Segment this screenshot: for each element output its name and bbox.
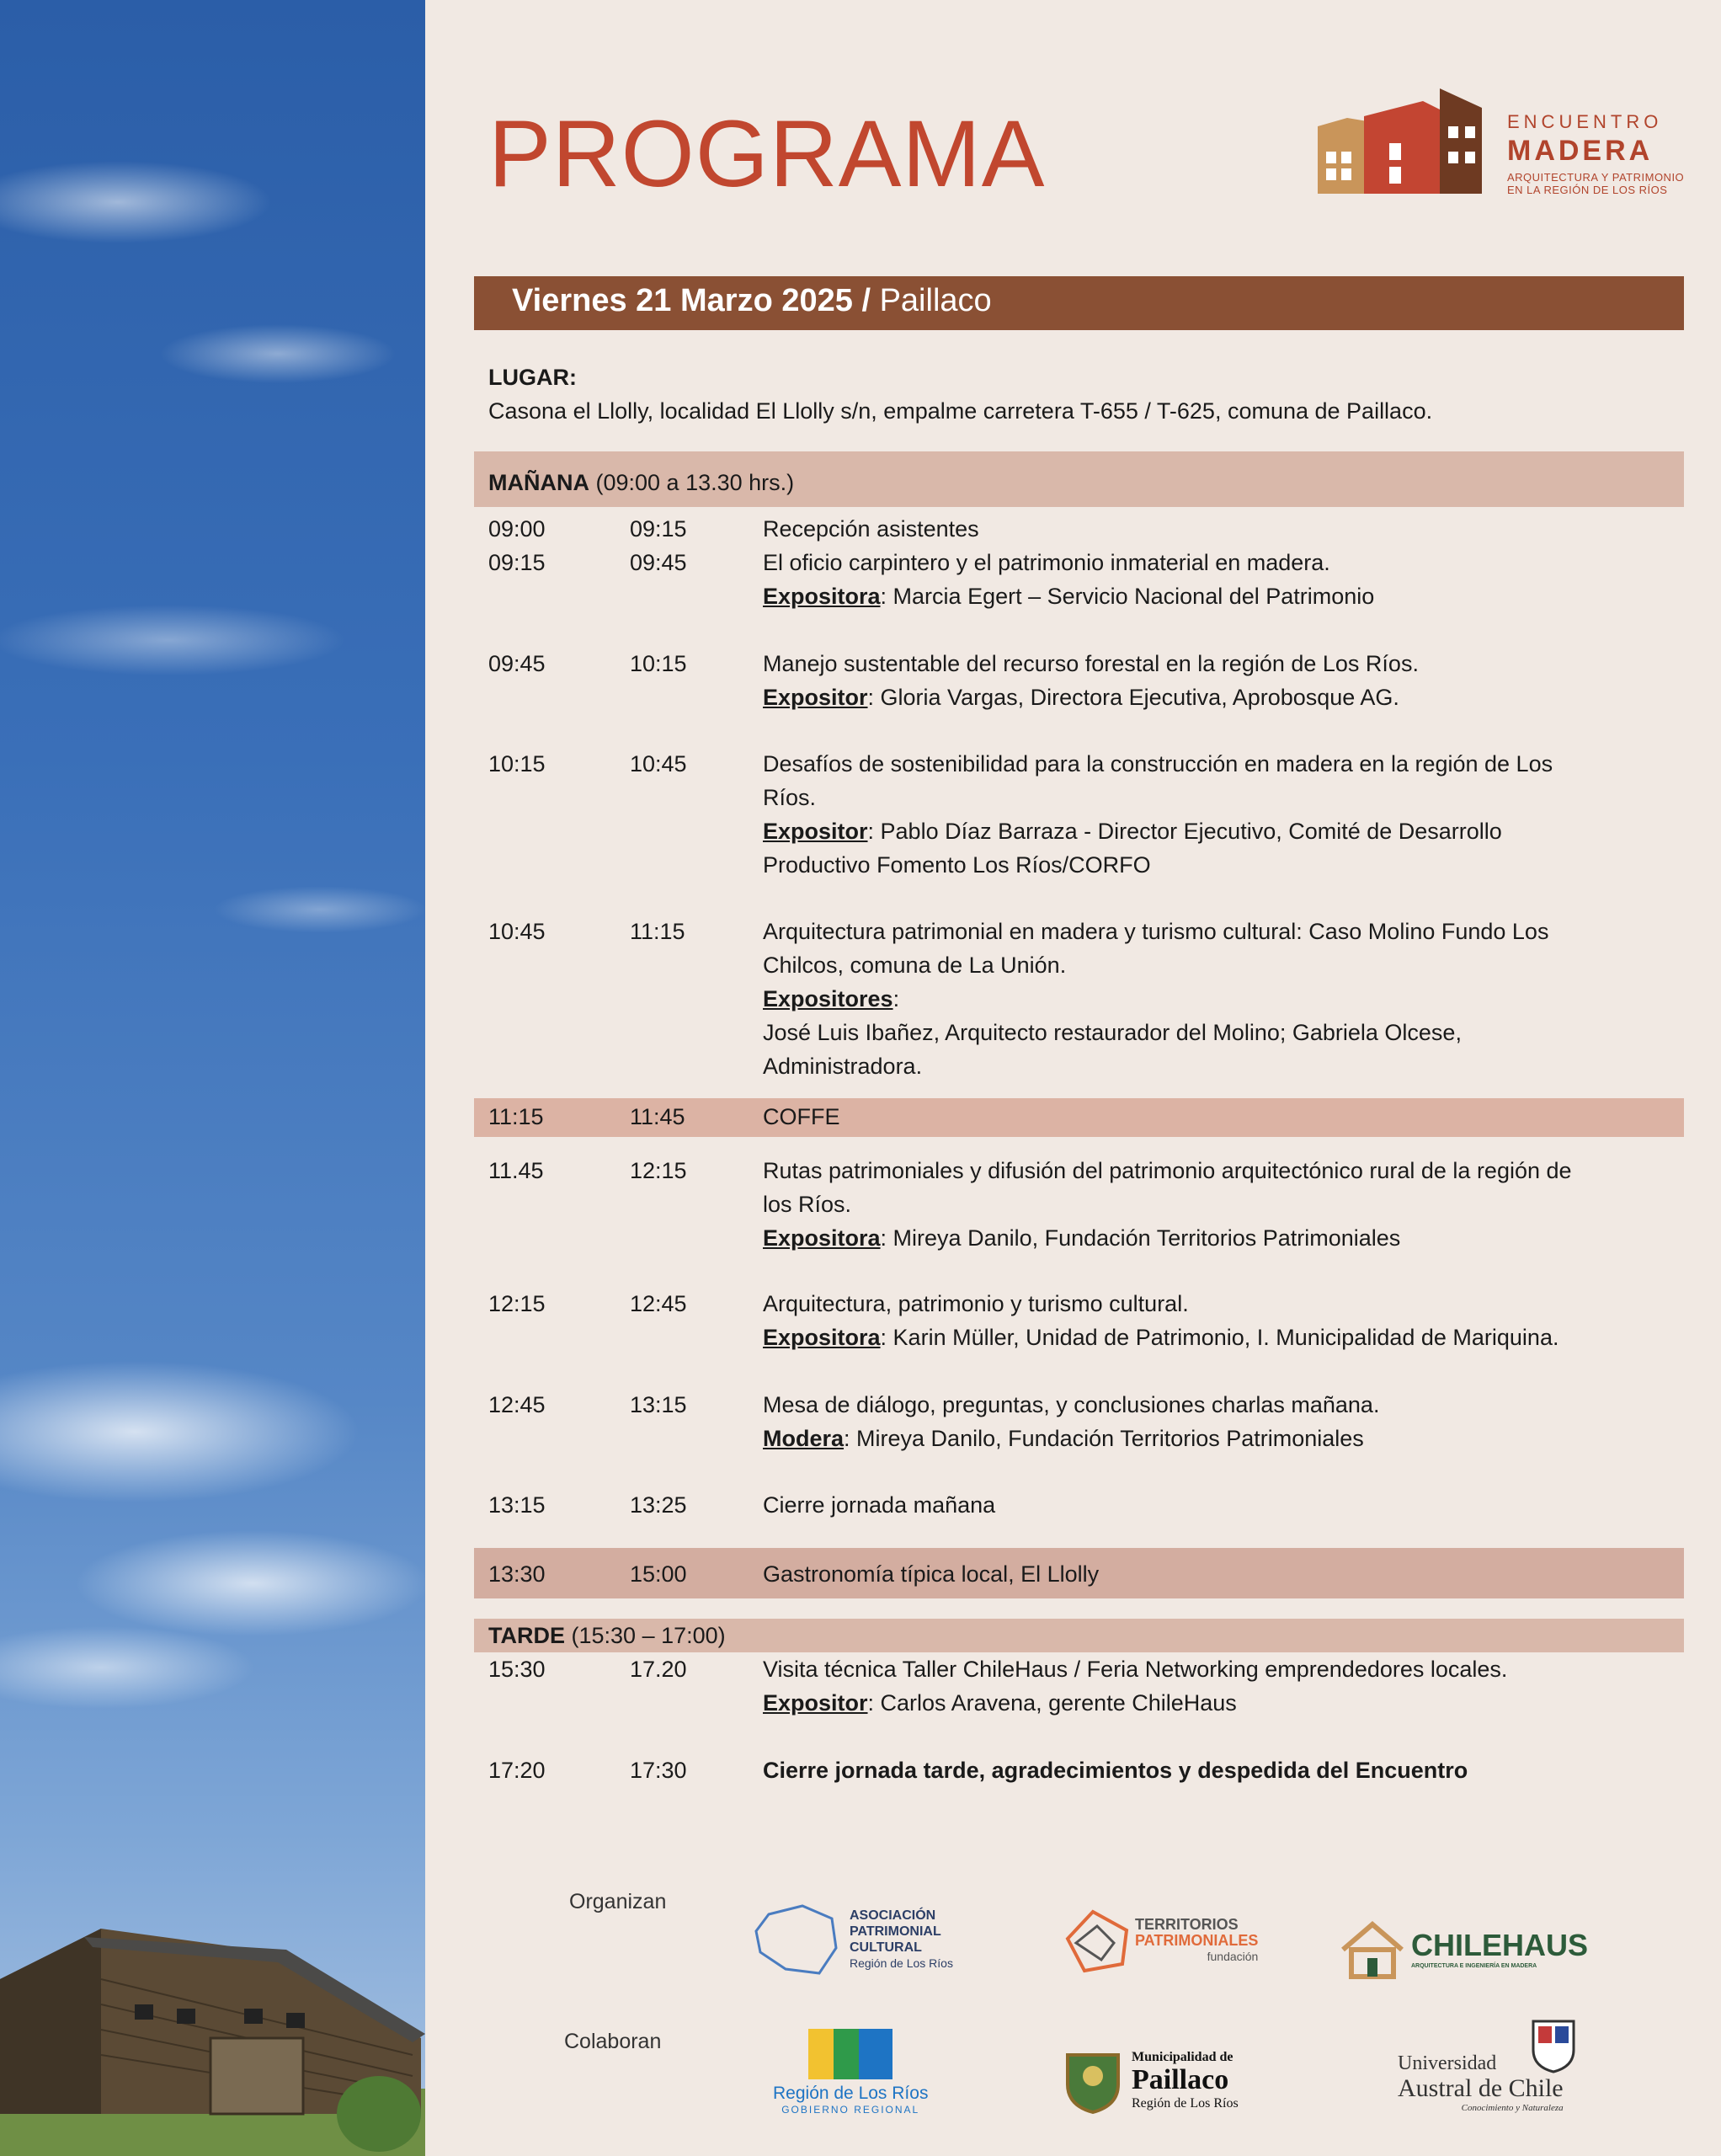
day-place: Paillaco [879,283,992,318]
session-details [763,1287,1672,1354]
speaker-role: Expositora [763,1325,881,1350]
end-time: 17.20 [630,1657,687,1682]
speaker-role: Modera [763,1426,845,1451]
session-title-line: Recepción asistentes [763,516,979,542]
day-date: Viernes 21 Marzo 2025 [512,283,853,318]
start-time: 09:45 [488,651,546,676]
sky-photo [0,0,425,2156]
asociacion-line3: CULTURAL [850,1940,922,1955]
logo-line2: MADERA [1507,135,1654,167]
partner-municipalidad [1059,2047,1239,2114]
partner-gobierno-regional [773,2025,928,2116]
asociacion-line2: PATRIMONIAL [850,1924,941,1939]
uach-line3: Conocimiento y Naturaleza [1461,2103,1564,2113]
end-time: 11:15 [630,919,685,944]
start-time: 12:45 [488,1392,546,1417]
page-title: PROGRAMA [488,101,1046,206]
speaker-line [763,814,1672,848]
start-time: 09:00 [488,516,546,542]
afternoon-label: TARDE [488,1623,565,1648]
afternoon-band [474,1619,1684,1652]
speaker-extra-line: José Luis Ibañez, Arquitecto restaurador del Molino; Gabriela Olcese, [763,1020,1462,1045]
uach-line2: Austral de Chile [1398,2074,1564,2102]
end-time: 09:15 [630,516,687,542]
partner-uach [1398,2021,1577,2114]
day-separator: / [861,283,871,318]
end-time: 10:45 [630,751,687,776]
speaker-name: : Marcia Egert – Servicio Nacional del Patrimonio [880,584,1375,609]
session-details [763,512,1672,546]
session-title-line: los Ríos. [763,1192,852,1217]
speaker-role: Expositor [763,819,868,844]
morning-band [474,451,1684,507]
morning-range: (09:00 a 13.30 hrs.) [595,470,795,495]
venue-label: LUGAR: [488,365,577,390]
speaker-role: Expositora [763,1225,881,1251]
session-title-line: Arquitectura patrimonial en madera y turismo cultural: Caso Molino Fundo Los [763,919,1549,944]
session-title-line: Chilcos, comuna de La Unión. [763,953,1067,978]
gobierno-line2: GOBIERNO REGIONAL [781,2104,920,2116]
asociacion-map-icon [752,1902,845,1977]
afternoon-range: (15:30 – 17:00) [571,1623,726,1648]
session-title-line: Rutas patrimoniales y difusión del patrimonio arquitectónico rural de la región de [763,1158,1572,1183]
session-title-line: Manejo sustentable del recurso forestal en la región de Los Ríos. [763,651,1419,676]
partner-chilehaus [1339,1920,1588,1979]
chilehaus-name: CHILEHAUS [1411,1928,1589,1962]
session-details [763,915,1672,1083]
municipalidad-line1: Municipalidad de [1132,2050,1233,2064]
speaker-line [763,1422,1672,1455]
session-title-line: Arquitectura, patrimonio y turismo cultural. [763,1291,1189,1316]
speaker-extra-line: Productivo Fomento Los Ríos/CORFO [763,852,1151,878]
session-details [763,1753,1672,1787]
gobierno-line1: Región de Los Ríos [773,2084,929,2103]
coffee-start: 11:15 [488,1104,544,1129]
session-title-line: Desafíos de sostenibilidad para la construcción en madera en la región de Los [763,751,1553,776]
logo-text [1507,111,1684,196]
municipalidad-line3: Región de Los Ríos [1132,2096,1239,2111]
territorios-line3: fundación [1207,1950,1259,1963]
session-title-line: El oficio carpintero y el patrimonio inmaterial en madera. [763,550,1330,575]
start-time: 11.45 [488,1158,544,1183]
venue [488,360,1432,428]
chilehaus-tagline: ARQUITECTURA E INGENIERÍA EN MADERA [1411,1963,1537,1969]
coffee-label: COFFE [763,1104,840,1129]
session-details [763,1488,1672,1522]
speaker-name: : [892,986,900,1011]
start-time: 12:15 [488,1291,546,1316]
end-time: 09:45 [630,550,687,575]
end-time: 10:15 [630,651,687,676]
day-band [474,276,1684,330]
barn-illustration [0,1836,425,2156]
session-details [763,647,1672,714]
speaker-line [763,1686,1672,1720]
start-time: 10:45 [488,919,546,944]
start-time: 10:15 [488,751,546,776]
uach-crest-icon [1530,2018,1577,2073]
speaker-line [763,680,1672,714]
speaker-role: Expositores [763,986,893,1011]
start-time: 15:30 [488,1657,546,1682]
speaker-line [763,1221,1672,1255]
colaboran-label: Colaboran [564,2030,662,2053]
territorios-line2: PATRIMONIALES [1135,1932,1259,1949]
end-time: 17:30 [630,1758,687,1783]
speaker-role: Expositor [763,685,868,710]
start-time: 09:15 [488,550,546,575]
start-time: 17:20 [488,1758,546,1783]
speaker-role: Expositora [763,584,881,609]
organizan-label: Organizan [569,1890,667,1913]
paillaco-shield-icon [1059,2047,1127,2114]
session-title-line: Cierre jornada mañana [763,1492,996,1518]
speaker-line [763,1321,1672,1354]
speaker-name: : Gloria Vargas, Directora Ejecutiva, Aprobosque AG. [867,685,1399,710]
speaker-name: : Mireya Danilo, Fundación Territorios Patrimoniales [844,1426,1364,1451]
end-time: 13:15 [630,1392,687,1417]
end-time: 13:25 [630,1492,687,1518]
uach-line1: Universidad [1398,2052,1497,2074]
logo-line1: ENCUENTRO [1507,111,1663,132]
speaker-line [763,982,1672,1016]
session-details [763,1652,1672,1720]
territorios-line1: TERRITORIOS [1135,1916,1239,1933]
session-title-line: Cierre jornada tarde, agradecimientos y despedida del Encuentro [763,1758,1468,1783]
region-los-rios-icon [791,2025,909,2084]
session-title-line: Visita técnica Taller ChileHaus / Feria Networking emprendedores locales. [763,1657,1508,1682]
speaker-name: : Pablo Díaz Barraza - Director Ejecutivo, Comité de Desarrollo [867,819,1502,844]
asociacion-line1: ASOCIACIÓN [850,1908,936,1923]
morning-label: MAÑANA [488,470,589,495]
session-details [763,1388,1672,1455]
gastro-end: 15:00 [630,1561,687,1587]
logo-line3: ARQUITECTURA Y PATRIMONIO [1507,171,1685,184]
speaker-extra-line: Administradora. [763,1054,923,1079]
territorios-icon [1059,1905,1135,1977]
session-details [763,747,1672,882]
logo-line4: EN LA REGIÓN DE LOS RÍOS [1507,184,1668,196]
gastro-start: 13:30 [488,1561,546,1587]
gastro-label: Gastronomía típica local, El Llolly [763,1561,1100,1587]
chilehaus-house-icon [1339,1920,1406,1979]
session-details [763,1154,1672,1255]
end-time: 12:45 [630,1291,687,1316]
session-details [763,546,1672,613]
speaker-role: Expositor [763,1690,868,1716]
session-title-line: Ríos. [763,785,817,810]
session-title-line: Mesa de diálogo, preguntas, y conclusiones charlas mañana. [763,1392,1380,1417]
asociacion-line4: Región de Los Ríos [850,1956,953,1970]
partner-asociacion [752,1902,953,1977]
coffee-end: 11:45 [630,1104,685,1129]
start-time: 13:15 [488,1492,546,1518]
municipalidad-line2: Paillaco [1132,2064,1229,2095]
speaker-name: : Carlos Aravena, gerente ChileHaus [867,1690,1237,1716]
partner-territorios [1059,1905,1258,1977]
speaker-name: : Karin Müller, Unidad de Patrimonio, I. Municipalidad de Mariquina. [880,1325,1559,1350]
end-time: 12:15 [630,1158,687,1183]
speaker-name: : Mireya Danilo, Fundación Territorios Patrimoniales [880,1225,1401,1251]
speaker-line [763,579,1672,613]
venue-address: Casona el Llolly, localidad El Llolly s/n, empalme carretera T-655 / T-625, comuna de Paillaco. [488,398,1433,424]
